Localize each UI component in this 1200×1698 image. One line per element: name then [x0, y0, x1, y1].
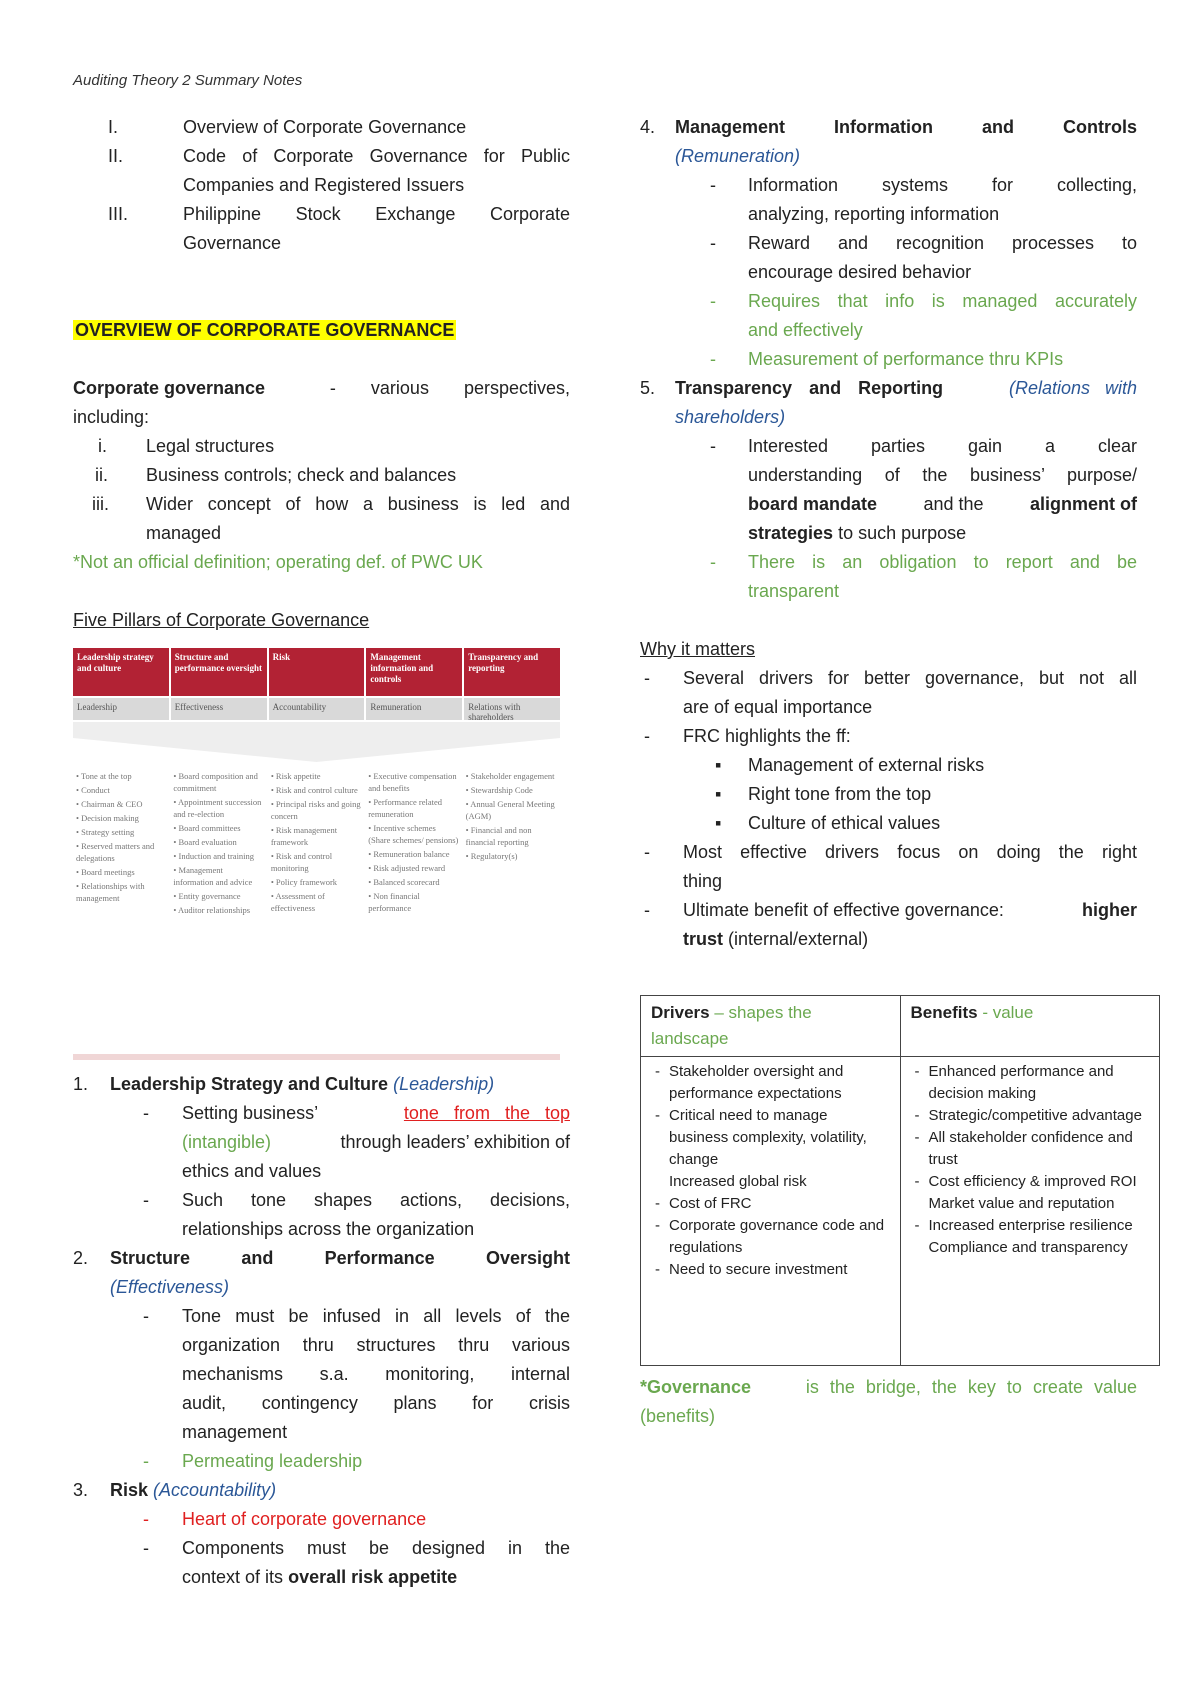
pillar-num: 2.	[73, 1248, 89, 1268]
figure-col	[463, 770, 560, 918]
dash: -	[143, 1103, 149, 1123]
bullet-text: Tone must be infused in all levels of the	[182, 1306, 570, 1326]
figure-item: • Assessment of effectiveness	[270, 891, 325, 913]
dash: -	[143, 1538, 149, 1558]
figure-item: • Induction and training	[173, 851, 255, 861]
bullet-line	[683, 896, 1137, 925]
bullet-text: are of equal importance	[683, 697, 873, 717]
square-bullet: ▪	[715, 784, 722, 804]
toc-item: Philippine Stock Exchange Corporate	[183, 204, 570, 224]
figure-item: • Financial and non financial reporting	[465, 825, 532, 847]
bullet-text: Information systems for collecting,	[748, 175, 1137, 195]
closing-text: (benefits)	[640, 1406, 716, 1426]
definition-term: Corporate governance	[73, 378, 266, 398]
bullet-text: relationships across the organization	[182, 1219, 475, 1239]
bullet-bold: alignment of	[1030, 494, 1137, 514]
figure-sub: Accountability	[269, 698, 365, 720]
figure-sub: Remuneration	[366, 698, 462, 720]
pillar-title: Risk	[110, 1480, 149, 1500]
bullet-note: and effectively	[748, 320, 863, 340]
figure-sub: Relations with shareholders	[464, 698, 560, 720]
definition-rest: - various perspectives,	[329, 378, 570, 398]
bullet-line	[748, 490, 1137, 519]
pillars-heading: Five Pillars of Corporate Governance	[73, 610, 370, 630]
figure-item: • Board committees	[173, 823, 241, 833]
bullet-note: transparent	[748, 581, 840, 601]
figure-item: • Decision making	[76, 813, 139, 823]
figure-item: • Executive compensation and benefits	[368, 771, 457, 793]
bullet-text: encourage desired behavior	[748, 262, 972, 282]
figure-item: • Risk and control monitoring	[270, 851, 333, 873]
bullet-text: management	[182, 1422, 288, 1442]
list-item: Wider concept of how a business is led and	[146, 494, 570, 514]
list-item: - Enhanced performance and decision making	[929, 1061, 1150, 1105]
section-title: OVERVIEW OF CORPORATE GOVERNANCE	[75, 320, 455, 340]
bullet-bold: trust	[683, 929, 723, 949]
figure-item: • Strategy setting	[76, 827, 135, 837]
bullet-text: mechanisms s.a. monitoring, internal	[182, 1364, 570, 1384]
toc-item: Overview of Corporate Governance	[183, 117, 467, 137]
toc-item-cont: Companies and Registered Issuers	[183, 175, 465, 195]
figure-item: • Policy framework	[270, 877, 338, 887]
figure-item: • Relationships with management	[76, 881, 145, 903]
bullet-bold: higher	[1081, 900, 1137, 920]
dash: -	[644, 842, 650, 862]
pillar-num: 3.	[73, 1480, 89, 1500]
header-note: – shapes the landscape	[651, 1003, 812, 1048]
benefits-header	[900, 996, 1160, 1057]
figure-item: • Board composition and commitment	[173, 771, 258, 793]
bullet-text: audit, contingency plans for crisis	[182, 1393, 570, 1413]
figure-item: • Risk appetite	[270, 771, 321, 781]
bullet-line	[182, 1099, 570, 1128]
dash: -	[710, 291, 716, 311]
list-item: - Corporate governance code and regulations	[669, 1215, 890, 1259]
figure-item: • Performance related remuneration	[368, 797, 442, 819]
figure-head: Structure and performance oversight	[171, 648, 267, 696]
bullet-bold: board mandate	[748, 494, 878, 514]
pillar-num: 4.	[640, 117, 656, 137]
bullet-bold: strategies	[748, 523, 834, 543]
bullet-text: to such purpose	[838, 523, 967, 543]
drivers-cell	[641, 1057, 901, 1366]
list-item: Increased global risk	[669, 1173, 807, 1190]
toc-num: I.	[108, 117, 119, 137]
bullet-text: Most effective drivers focus on doing the right	[683, 842, 1137, 862]
bullet-text: Components must be designed in the	[182, 1538, 570, 1558]
bullet-text: Setting business’	[182, 1103, 319, 1123]
figure-item: • Remuneration balance	[368, 849, 450, 859]
square-bullet: ▪	[715, 755, 722, 775]
figure-item: • Balanced scorecard	[368, 877, 440, 887]
benefits-cell	[900, 1057, 1160, 1366]
figure-item: • Board evaluation	[173, 837, 237, 847]
figure-head: Management information and controls	[366, 648, 462, 696]
figure-item: • Non financial performance	[368, 891, 420, 913]
bullet-text: Interested parties gain a clear	[748, 436, 1137, 456]
bullet-note: Requires that info is managed accurately	[748, 291, 1137, 311]
dash: -	[644, 668, 650, 688]
list-item: Compliance and transparency	[928, 1239, 1128, 1256]
figure-head: Transparency and reporting	[464, 648, 560, 696]
toc-num: III.	[108, 204, 129, 224]
pillar-title-line	[110, 1070, 494, 1099]
figure-item: • Risk management framework	[270, 825, 338, 847]
dash: -	[143, 1190, 149, 1210]
square-bullet: ▪	[715, 813, 722, 833]
pillar-tag: (Relations with	[1008, 378, 1137, 398]
sub-item: Management of external risks	[748, 755, 985, 775]
figure-bottom-bar	[73, 1054, 560, 1060]
list-item: - Need to secure investment	[669, 1259, 890, 1281]
dash: -	[710, 436, 716, 456]
pillar-tag: (Effectiveness)	[110, 1277, 230, 1297]
pillar-num: 5.	[640, 378, 656, 398]
pillar-tag: (Accountability)	[153, 1480, 277, 1500]
bullet-line	[182, 1128, 570, 1157]
closing-text: is the bridge, the key to create value	[805, 1377, 1137, 1397]
pillar-tag: (Remuneration)	[675, 146, 801, 166]
header-label: Drivers	[651, 1003, 710, 1022]
bullet-note: Measurement of performance thru KPIs	[748, 349, 1064, 369]
dash: -	[143, 1306, 149, 1326]
bullet-text: organization thru structures thru various	[182, 1335, 570, 1355]
bullet-highlight: tone from the top	[403, 1103, 570, 1123]
figure-item: • Management information and advice	[173, 865, 253, 887]
figure-item: • Stewardship Code	[465, 785, 533, 795]
bullet-text: thing	[683, 871, 723, 891]
pillar-tag: shareholders)	[675, 407, 786, 427]
list-num: iii.	[92, 494, 109, 514]
bullet-text: Ultimate benefit of effective governance:	[683, 900, 1004, 920]
pillar-title: Transparency and Reporting	[675, 378, 944, 398]
figure-item: • Annual General Meeting (AGM)	[465, 799, 555, 821]
sub-item: Culture of ethical values	[748, 813, 941, 833]
definition-line	[73, 374, 570, 403]
list-num: i.	[98, 436, 107, 456]
closing-line	[640, 1373, 1137, 1402]
dash: -	[143, 1451, 149, 1471]
closing-bold: *Governance	[640, 1377, 752, 1397]
figure-head: Leadership strategy and culture	[73, 648, 169, 696]
figure-item: • Tone at the top	[76, 771, 132, 781]
bullet-highlight: Heart of corporate governance	[182, 1509, 427, 1529]
dash: -	[644, 726, 650, 746]
figure-col	[170, 770, 267, 918]
bullet-bold: overall risk appetite	[288, 1567, 458, 1587]
figure-col	[268, 770, 365, 918]
pillar-title-line	[110, 1476, 276, 1505]
bullet-text: Several drivers for better governance, but not all	[683, 668, 1137, 688]
five-pillars-figure	[73, 648, 560, 1060]
pillar-num: 1.	[73, 1074, 89, 1094]
list-item: - Cost efficiency & improved ROI	[929, 1171, 1150, 1193]
dash: -	[644, 900, 650, 920]
list-num: ii.	[95, 465, 108, 485]
sub-item: Right tone from the top	[748, 784, 932, 804]
dash: -	[143, 1509, 149, 1529]
figure-item: • Appointment succession and re-election	[173, 797, 262, 819]
bullet-note: Permeating leadership	[182, 1451, 363, 1471]
header-label: Benefits	[910, 1003, 978, 1022]
figure-item: • Incentive schemes (Share schemes/ pensions)	[368, 823, 459, 845]
page-header: Auditing Theory 2 Summary Notes	[73, 72, 303, 89]
dash: -	[710, 233, 716, 253]
list-item: Legal structures	[146, 436, 275, 456]
bullet-text: and the	[923, 494, 984, 514]
list-item: - All stakeholder confidence and trust	[929, 1127, 1150, 1171]
dash: -	[710, 349, 716, 369]
bullet-text: analyzing, reporting information	[748, 204, 1000, 224]
pillar-title-line	[675, 374, 1137, 403]
figure-item: • Conduct	[76, 785, 110, 795]
list-item: - Critical need to manage business complexity, volatility, change	[669, 1105, 890, 1171]
list-item: - Increased enterprise resilience	[929, 1215, 1150, 1237]
toc-item: Code of Corporate Governance for Public	[183, 146, 570, 166]
drivers-header	[641, 996, 901, 1057]
dash: -	[710, 552, 716, 572]
bullet-line	[683, 925, 868, 954]
figure-head: Risk	[269, 648, 365, 696]
figure-col	[73, 770, 170, 918]
figure-item: • Risk and control culture	[270, 785, 358, 795]
bullet-text: Such tone shapes actions, decisions,	[182, 1190, 570, 1210]
list-item: Business controls; check and balances	[146, 465, 457, 485]
figure-arrow	[73, 722, 560, 762]
bullet-text: Reward and recognition processes to	[748, 233, 1137, 253]
pillar-title: Leadership Strategy and Culture	[110, 1074, 389, 1094]
figure-sub: Leadership	[73, 698, 169, 720]
bullet-note: There is an obligation to report and be	[748, 552, 1137, 572]
pillar-title: Structure and Performance Oversight	[110, 1248, 570, 1268]
list-item-cont: managed	[146, 523, 222, 543]
list-item: - Cost of FRC	[669, 1193, 890, 1215]
figure-item: • Auditor relationships	[173, 905, 251, 915]
figure-item: • Principal risks and going concern	[270, 799, 361, 821]
toc-item-cont: Governance	[183, 233, 282, 253]
list-item: - Strategic/competitive advantage	[929, 1105, 1150, 1127]
bullet-line	[182, 1563, 457, 1592]
bullet-line	[748, 519, 966, 548]
figure-item: • Risk adjusted reward	[368, 863, 446, 873]
figure-item: • Reserved matters and delegations	[76, 841, 155, 863]
bullet-text: understanding of the business’ purpose/	[748, 465, 1137, 485]
header-note: - value	[982, 1003, 1034, 1022]
pillar-tag: (Leadership)	[393, 1074, 495, 1094]
bullet-text: through leaders’ exhibition of	[340, 1132, 570, 1152]
figure-col	[365, 770, 462, 918]
figure-item: • Entity governance	[173, 891, 241, 901]
figure-item: • Chairman & CEO	[76, 799, 143, 809]
toc-num: II.	[108, 146, 124, 166]
figure-item: • Regulatory(s)	[465, 851, 518, 861]
bullet-text: context of its	[182, 1567, 284, 1587]
definition-note: *Not an official definition; operating def. of PWC UK	[73, 552, 483, 572]
bullet-text: FRC highlights the ff:	[683, 726, 851, 746]
pillar-title: Management Information and Controls	[675, 117, 1137, 137]
list-item: - Stakeholder oversight and performance expectations	[669, 1061, 890, 1105]
bullet-text: (internal/external)	[728, 929, 869, 949]
definition-cont: including:	[73, 407, 150, 427]
list-item: Market value and reputation	[928, 1195, 1115, 1212]
figure-sub: Effectiveness	[171, 698, 267, 720]
dash: -	[710, 175, 716, 195]
drivers-benefits-table	[640, 995, 1160, 1366]
figure-item: • Board meetings	[76, 867, 135, 877]
bullet-text: ethics and values	[182, 1161, 322, 1181]
figure-item: • Stakeholder engagement	[465, 771, 555, 781]
bullet-note: (intangible)	[182, 1132, 272, 1152]
why-heading: Why it matters	[640, 639, 756, 659]
